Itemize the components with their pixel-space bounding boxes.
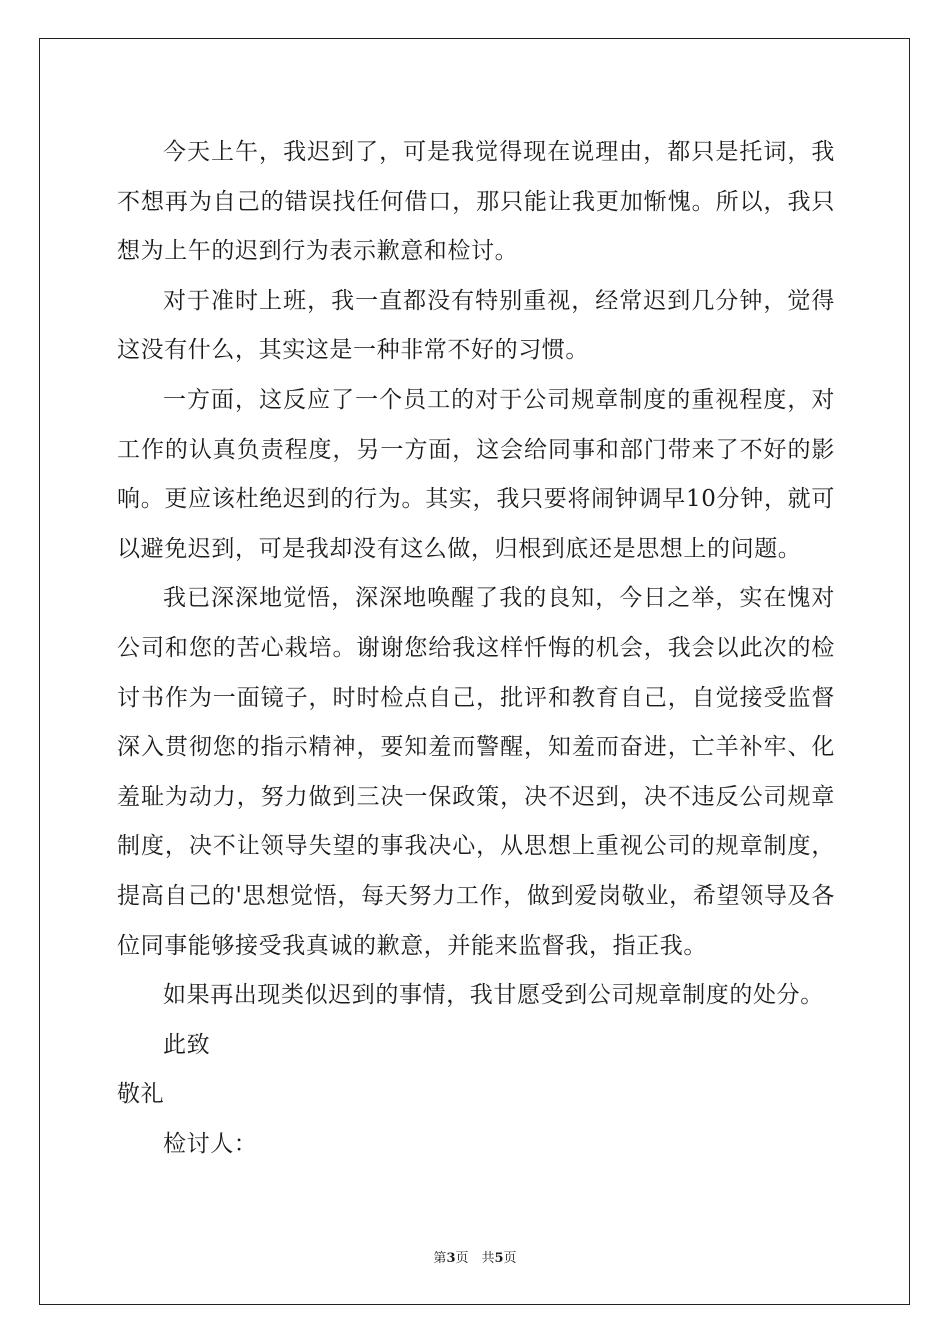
- page-suffix: 页: [503, 1251, 517, 1266]
- paragraph-4: 我已深深地觉悟，深深地唤醒了我的良知，今日之举，实在愧对公司和您的苦心栽培。谢谢您给我这样忏悔的机会，我会以此次的检讨书作为一面镜子，时时检点自己，批评和教育自己，自觉接受监督深入贯彻您的指示精神，要知羞而警醒，知羞而奋进，亡羊补牢、化羞耻为动力，努力做到三决一保政策，决不迟到，决不违反公司规章制度，决不让领导失望的事我决心，从思想上重视公司的规章制度，提高自己的'思想觉悟，每天努力工作，做到爱岗敬业，希望领导及各位同事能够接受我真诚的歉意，并能来监督我，指正我。: [117, 585, 835, 959]
- page-prefix: 第: [433, 1251, 447, 1266]
- page-footer: [0, 1247, 950, 1266]
- document-body: [117, 128, 835, 1169]
- paragraph-5: 如果再出现类似迟到的事情，我甘愿受到公司规章制度的处分。: [163, 982, 824, 1009]
- salutation-line: 敬礼: [117, 1081, 165, 1108]
- page-mid: 页 共: [455, 1251, 495, 1266]
- closing-line: 此致: [163, 1031, 211, 1058]
- signature-label: 检讨人：: [163, 1130, 258, 1157]
- paragraph-3: 一方面，这反应了一个员工的对于公司规章制度的重视程度，对工作的认真负责程度，另一方面，这会给同事和部门带来了不好的影响。更应该杜绝迟到的行为。其实，我只要将闹钟调早10分钟，就可以避免迟到，可是我却没有这么做，归根到底还是思想上的问题。: [117, 386, 835, 562]
- paragraph-1: 今天上午，我迟到了，可是我觉得现在说理由，都只是托词，我不想再为自己的错误找任何借口，那只能让我更加惭愧。所以，我只想为上午的迟到行为表示歉意和检讨。: [117, 139, 835, 265]
- page-current: 3: [446, 1251, 456, 1266]
- page-total: 5: [494, 1251, 504, 1266]
- paragraph-2: 对于准时上班，我一直都没有特别重视，经常迟到几分钟，觉得这没有什么，其实这是一种非常不好的习惯。: [117, 287, 835, 364]
